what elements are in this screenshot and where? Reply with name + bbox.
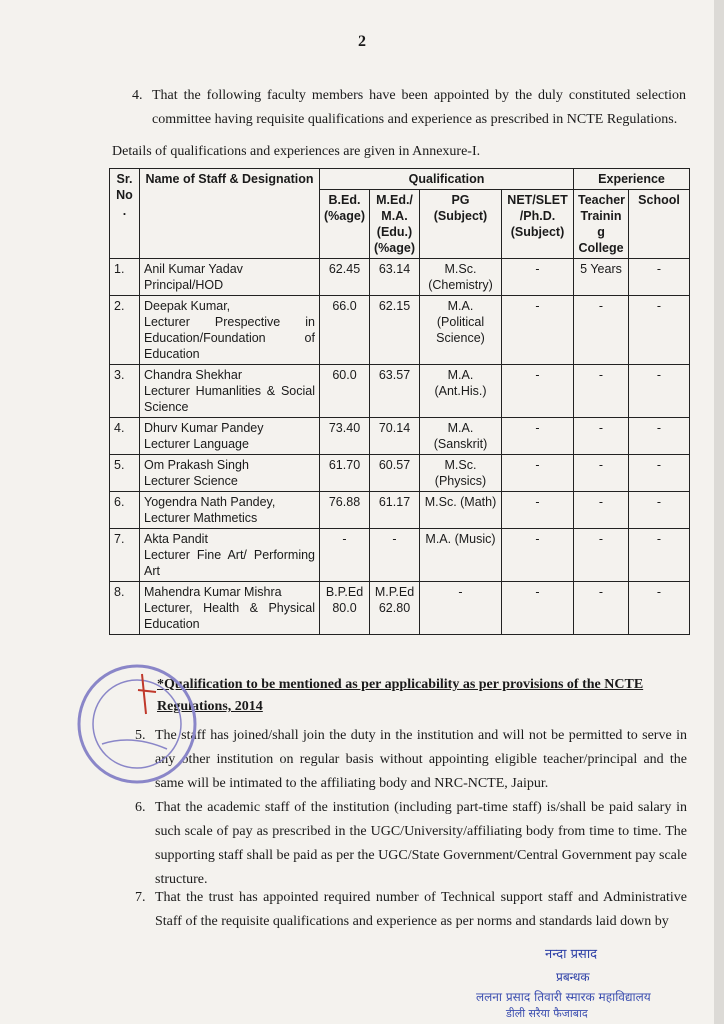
header-school: School [629,190,690,259]
item-number: 4. [132,88,143,103]
annexure-intro: Details of qualifications and experiences are given in Annexure-I. [112,144,481,159]
staff-designation: Lecturer Language [144,437,249,451]
item-text: That the following faculty members have been appointed by the duly constituted selection committee having requisite qualifications and experience as prescribed in NCTE Regulations. [152,88,686,127]
item-number: 6. [135,800,146,815]
cell-bed: - [320,529,370,582]
cell-sr: 4. [110,418,140,455]
cell-sr: 1. [110,259,140,296]
cell-sr: 6. [110,492,140,529]
college-name: ललना प्रसाद तिवारी स्मारक महाविद्यालय [476,990,651,1004]
cell-net: - [502,582,574,635]
cell-sr: 8. [110,582,140,635]
qualification-note: *Qualification to be mentioned as per applicability as per provisions of the NCTE Regulations, 2014 [157,677,644,714]
cell-teacher-college: - [574,296,629,365]
cell-med: 63.57 [370,365,420,418]
staff-name: Mahendra Kumar Mishra [144,585,282,599]
cell-pg: M.Sc. (Math) [420,492,502,529]
cell-teacher-college: - [574,492,629,529]
cell-bed: 73.40 [320,418,370,455]
header-sr-no: Sr. No . [110,169,140,259]
cell-sr: 2. [110,296,140,365]
cell-sr: 5. [110,455,140,492]
cell-pg: M.A. (Music) [420,529,502,582]
table-row [110,296,690,365]
page-edge [714,0,724,1024]
staff-name: Om Prakash Singh [144,458,249,472]
cell-bed: 76.88 [320,492,370,529]
signature-handwritten: नन्दा प्रसाद [545,947,598,962]
item-number: 5. [135,728,146,743]
staff-designation: Lecturer Humanlities & Social Science [144,384,315,414]
cell-net: - [502,418,574,455]
cell-teacher-college: 5 Years [574,259,629,296]
table-row [110,582,690,635]
cell-pg: M.A. (Ant.His.) [420,365,502,418]
cell-med: M.P.Ed 62.80 [370,582,420,635]
staff-name: Yogendra Nath Pandey, [144,495,276,509]
cell-pg: M.A. (Political Science) [420,296,502,365]
item-text: That the academic staff of the institution (including part-time staff) is/shall be paid salary in such scale of pay as prescribed in the UGC/University/affiliating body from time to time. The supporting staff shall be paid as per the UGC/State Government/Central Government pay scale structure. [155,800,687,887]
cell-name [140,418,320,455]
header-net: NET/SLET /Ph.D. (Subject) [502,190,574,259]
cell-bed: 61.70 [320,455,370,492]
cell-pg: M.Sc. (Chemistry) [420,259,502,296]
item-7 [135,886,687,934]
staff-designation: Lecturer Prespective in Education/Foundation of Education [144,315,315,361]
college-location: डीली सरैया फैजाबाद [506,1007,588,1020]
cell-school: - [629,582,690,635]
table-row [110,365,690,418]
item-number: 7. [135,890,146,905]
item-4 [132,84,686,132]
header-bed: B.Ed. (%age) [320,190,370,259]
cell-bed: 60.0 [320,365,370,418]
cell-name [140,259,320,296]
staff-designation: Lecturer Mathmetics [144,511,258,525]
cell-net: - [502,365,574,418]
cell-teacher-college: - [574,365,629,418]
cell-pg: M.Sc. (Physics) [420,455,502,492]
cell-med: 62.15 [370,296,420,365]
cell-name [140,365,320,418]
cell-school: - [629,365,690,418]
notary-stamp-icon [72,654,202,794]
staff-designation: Lecturer Science [144,474,238,488]
table-row [110,529,690,582]
table-row [110,418,690,455]
cell-name [140,492,320,529]
cell-bed: 62.45 [320,259,370,296]
cell-name [140,582,320,635]
cell-name [140,529,320,582]
staff-name: Anil Kumar Yadav [144,262,243,276]
faculty-table [109,168,690,635]
cell-name [140,455,320,492]
item-text: That the trust has appointed required number of Technical support staff and Administrative Staff of the requisite qualifications and experience as per norms and standards laid down by [155,890,687,929]
header-qualification: Qualification [320,169,574,190]
staff-name: Akta Pandit [144,532,208,546]
item-text: The staff has joined/shall join the duty in the institution and will not be permitted to serve in any other institution on regular basis without appointing eligible teacher/principal and the same will be intimated to the affiliating body and NRC-NCTE, Jaipur. [155,728,687,791]
header-name: Name of Staff & Designation [140,169,320,259]
cell-med: 70.14 [370,418,420,455]
cell-net: - [502,259,574,296]
cell-bed: 66.0 [320,296,370,365]
signature-title: प्रबन्धक [556,970,590,984]
cell-bed: B.P.Ed 80.0 [320,582,370,635]
header-med: M.Ed./ M.A. (Edu.) (%age) [370,190,420,259]
header-teacher-college: Teacher Trainin g College [574,190,629,259]
staff-designation: Principal/HOD [144,278,224,292]
cell-pg: - [420,582,502,635]
cell-pg: M.A. (Sanskrit) [420,418,502,455]
cell-net: - [502,455,574,492]
cell-name [140,296,320,365]
staff-name: Dhurv Kumar Pandey [144,421,264,435]
cell-net: - [502,296,574,365]
cell-sr: 3. [110,365,140,418]
cell-sr: 7. [110,529,140,582]
cell-school: - [629,296,690,365]
cell-med: 60.57 [370,455,420,492]
staff-name: Chandra Shekhar [144,368,242,382]
staff-designation: Lecturer, Health & Physical Education [144,601,315,631]
cell-med: 61.17 [370,492,420,529]
cell-med: - [370,529,420,582]
cell-net: - [502,492,574,529]
header-experience: Experience [574,169,690,190]
header-pg: PG (Subject) [420,190,502,259]
table-row [110,455,690,492]
item-6 [135,796,687,892]
cell-school: - [629,529,690,582]
staff-name: Deepak Kumar, [144,299,231,313]
cell-teacher-college: - [574,455,629,492]
cell-teacher-college: - [574,529,629,582]
cell-school: - [629,455,690,492]
cell-school: - [629,418,690,455]
cell-school: - [629,492,690,529]
cell-med: 63.14 [370,259,420,296]
item-5 [135,724,687,796]
staff-designation: Lecturer Fine Art/ Performing Art [144,548,315,578]
cell-teacher-college: - [574,582,629,635]
cell-school: - [629,259,690,296]
cell-teacher-college: - [574,418,629,455]
cell-net: - [502,529,574,582]
page-number: 2 [358,33,366,50]
table-row [110,492,690,529]
table-row [110,259,690,296]
